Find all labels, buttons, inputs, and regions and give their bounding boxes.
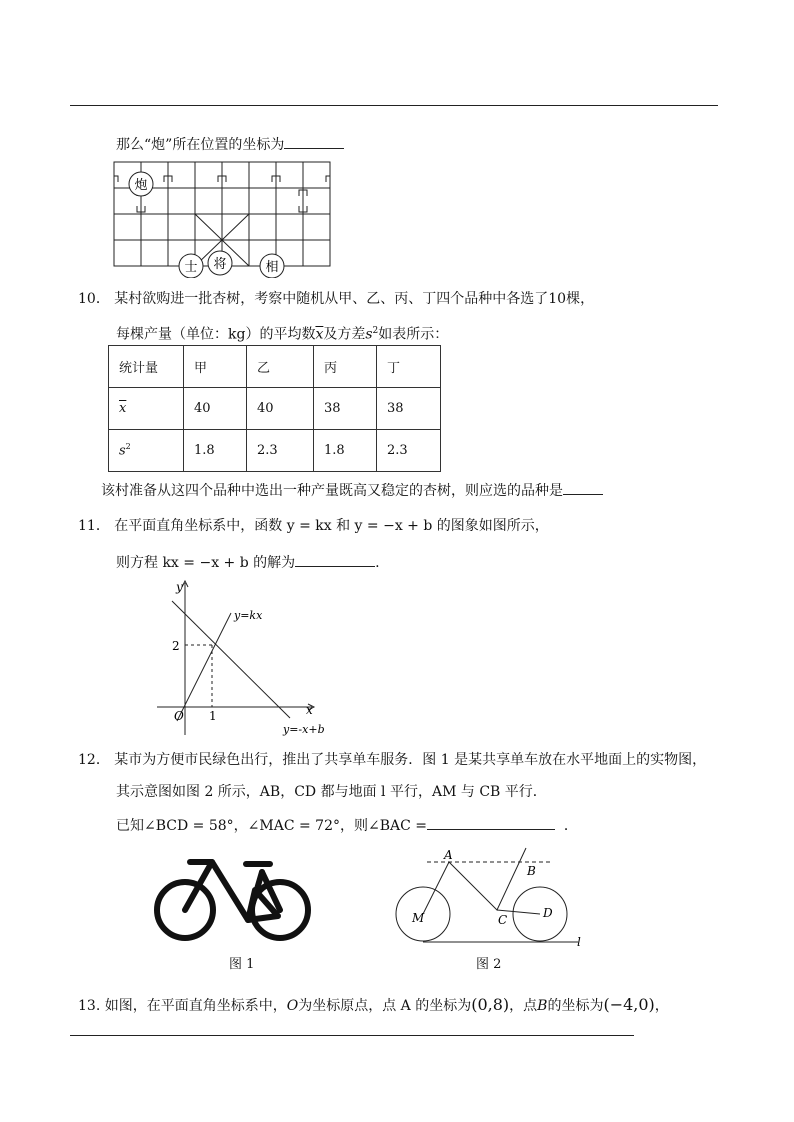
piece-shi — [179, 254, 203, 278]
svg-text:2: 2 — [172, 639, 180, 653]
svg-text:炮: 炮 — [134, 178, 148, 193]
table-row: 统计量 甲 乙 丙 丁 — [109, 346, 441, 388]
q10-line3: 该村准备从这四个品种中选出一种产量既高又稳定的杏树，则应选的品种是 — [101, 480, 603, 501]
svg-text:M: M — [412, 911, 425, 925]
fig2-caption: 图 2 — [476, 957, 502, 972]
svg-text:x: x — [306, 703, 313, 717]
svg-text:士: 士 — [184, 260, 198, 275]
answer-blank — [284, 134, 344, 149]
q12-line1: 12． 某市为方便市民绿色出行，推出了共享单车服务．图 1 是某共享单车放在水平地面上的实物图， — [78, 752, 707, 768]
chess-board — [108, 160, 338, 278]
footer-rule — [70, 1035, 634, 1036]
q12-line2: 其示意图如图 2 所示，AB，CD 都与地面 l 平行，AM 与 CB 平行． — [116, 784, 547, 800]
fig1-caption: 图 1 — [229, 957, 255, 972]
piece-xiang — [260, 254, 284, 278]
q11-line1: 11． 在平面直角坐标系中，函数 y = kx 和 y = −x + b 的图象如图所示， — [78, 518, 549, 534]
bicycle-schematic-figure — [385, 840, 585, 955]
function-graph — [150, 575, 340, 740]
svg-text:D: D — [543, 906, 553, 920]
q10-line1: 10． 某村欲购进一批杏树，考察中随机从甲、乙、丙、丁四个品种中各选了10棵， — [78, 291, 595, 307]
header-rule — [70, 105, 718, 106]
svg-text:C: C — [498, 913, 508, 927]
svg-text:y=-x+b: y=-x+b — [283, 723, 325, 736]
q13-line: 13. 如图，在平面直角坐标系中，O为坐标原点，点 A 的坐标为(0,8)，点B的坐标为(−4,0)， — [78, 995, 669, 1014]
svg-text:将: 将 — [213, 257, 227, 272]
q11-line2: 则方程 kx = −x + b 的解为 . — [116, 552, 380, 573]
svg-text:B: B — [527, 864, 536, 878]
svg-text:y=kx: y=kx — [234, 609, 263, 622]
answer-blank — [427, 815, 555, 830]
table-row: $s^2$ 1.8 2.3 1.8 2.3 — [109, 430, 441, 472]
bicycle-photo-figure — [150, 850, 320, 945]
q9-text: 那么“炮”所在位置的坐标为 — [116, 134, 344, 155]
svg-text:y: y — [176, 580, 183, 594]
svg-text:l: l — [577, 935, 581, 949]
stats-table — [108, 345, 441, 472]
svg-text:相: 相 — [265, 260, 279, 275]
piece-jiang — [208, 251, 232, 275]
answer-blank — [563, 480, 603, 495]
svg-text:A: A — [444, 848, 453, 862]
svg-text:O: O — [174, 709, 184, 723]
answer-blank — [295, 552, 375, 567]
piece-pao — [129, 172, 153, 196]
svg-text:1: 1 — [209, 709, 217, 723]
table-row: $\overline{x}$ 40 40 38 38 — [109, 388, 441, 430]
q10-line2: 每棵产量（单位：kg）的平均数$\overline{x}$及方差$s^2$如表所示： — [116, 326, 449, 343]
q12-line3: 已知∠BCD = 58°，∠MAC = 72°，则∠BAC = ． — [116, 815, 578, 836]
